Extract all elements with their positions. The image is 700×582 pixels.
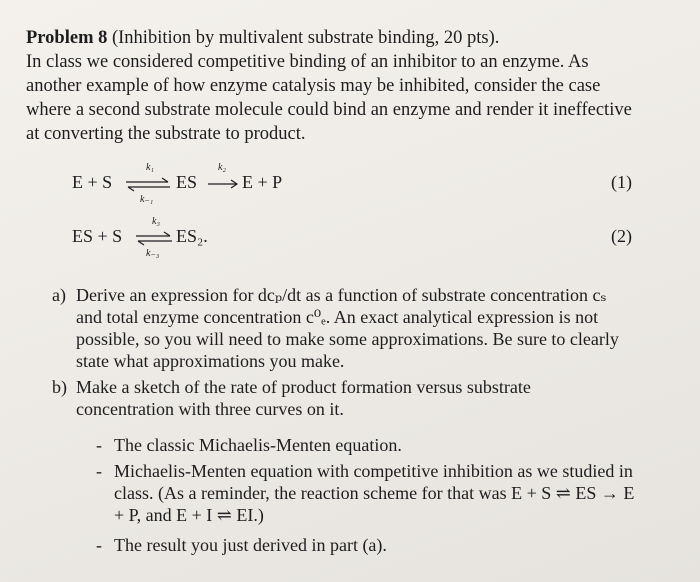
problem-subtitle: (Inhibition by multivalent substrate binding, 20 pts). [111,28,500,48]
equilibrium-arrow-icon [134,230,174,248]
bullet-1-text: The classic Michaelis-Menten equation. [114,435,402,455]
eq2-k-forward: k₃ [152,216,160,227]
eq2-number: (2) [611,226,632,246]
eq1-k-reverse: k₋₁ [140,194,154,205]
part-a-text: Derive an expression for dcₚ/dt as a function of substrate concentration cₛ and total enzyme concentration c⁰ₑ. An exact analytical expression is not possible, so you will need to make some approximations. Be sure to clearly state what approximations you make. [76,285,619,371]
part-a-letter: a) [52,285,66,305]
eq1-k-next: k₂ [218,162,226,173]
problem-title: Problem 8 [26,28,108,48]
problem-intro: In class we considered competitive binding of an inhibitor to an enzyme. As another example of how enzyme catalysis may be inhibited, consider the case where a second substrate molecule could bind an enzyme and render it ineffective at converting the substrate to product. [26,52,632,144]
bullet-3-text: The result you just derived in part (a). [114,535,387,555]
part-b-text: Make a sketch of the rate of product formation versus substrate concentration with three curves on it. [76,377,531,419]
eq1-left: E + S [72,172,113,192]
part-b [52,376,632,420]
part-a [52,284,632,372]
equilibrium-arrow-icon [124,176,172,194]
list-item: - The result you just derived in part (a). [96,534,636,556]
problem-header [26,26,636,146]
eq2-k-reverse: k₋₃ [146,248,160,259]
eq1-right: E + P [242,172,283,192]
part-b-letter: b) [52,377,67,397]
eq1-number: (1) [611,172,632,192]
eq2-left: ES + S [72,226,123,246]
eq2-right: ES₂. [176,226,208,246]
forward-arrow-icon [206,178,240,190]
equation-1 [72,162,632,205]
list-item: - The classic Michaelis-Menten equation. [96,434,636,456]
list-item: - Michaelis-Menten equation with competitive inhibition as we studied in class. (As a reminder, the reaction scheme for that was E + S ⇌ ES → E + P, and E + I ⇌ EI.) [96,461,635,525]
eq1-k-forward: k₁ [146,162,154,173]
bullet-2-text: Michaelis-Menten equation with competitive inhibition as we studied in class. (As a reminder, the reaction scheme for that was E + S ⇌ ES → E + P, and E + I ⇌ EI.) [114,461,635,525]
equation-2 [72,216,632,259]
eq1-mid: ES [176,172,198,192]
